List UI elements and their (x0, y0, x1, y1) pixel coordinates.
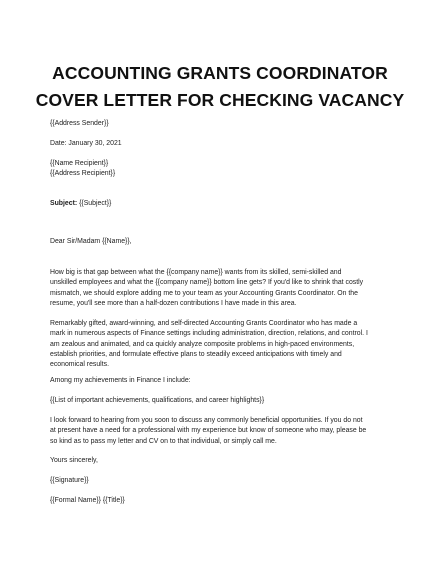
achievements-list-block (50, 396, 390, 406)
signature-block (50, 476, 390, 486)
paragraph-line: mismatch, we should explore adding me to your team as your Accounting Grants Coordinator. On the (50, 289, 358, 297)
paragraph-line: so kind as to pass my letter and CV on to that individual, or simply call me. (50, 437, 277, 445)
paragraph-line: mark in numerous aspects of Finance settings including administration, direction, relations, and control. I (50, 330, 368, 338)
page-title (20, 60, 420, 114)
achievements-intro: Among my achievements in Finance I include: (50, 377, 191, 384)
address-recipient: {{Address Recipient}} (50, 170, 116, 178)
salutation-block (50, 237, 390, 247)
subject-block (50, 199, 390, 209)
address-sender: {{Address Sender}} (50, 120, 109, 127)
paragraph-line: Remarkably gifted, award-winning, and self-directed Accounting Grants Coordinator who has made a (50, 320, 358, 327)
paragraph-line: unskilled employees and what the {{company name}} bottom line gets? If you'd like to shrink that costly (50, 279, 364, 287)
sender-block (50, 119, 390, 129)
subject-value: {{Subject}} (77, 200, 112, 207)
paragraph-line: establish priorities, and formulate effective plans to steadily exceed anticipations with timely and (50, 350, 342, 358)
subject-line (50, 199, 390, 209)
letter-date: Date: January 30, 2021 (50, 140, 122, 147)
signature: {{Signature}} (50, 477, 89, 484)
paragraph-2 (50, 319, 390, 370)
name-recipient: {{Name Recipient}} (50, 160, 109, 167)
title-line-2: COVER LETTER FOR CHECKING VACANCY (35, 90, 405, 110)
paragraph-3 (50, 416, 390, 447)
recipient-block (50, 159, 390, 180)
achievements-list: {{List of important achievements, qualifications, and career highlights}} (50, 397, 265, 404)
closing: Yours sincerely, (50, 457, 98, 464)
paragraph-line: economical results. (50, 361, 109, 369)
paragraph-line: How big is that gap between what the {{company name}} wants from its skilled, semi-skilled and (50, 269, 342, 276)
paragraph-1 (50, 268, 390, 309)
formal-name-block (50, 496, 390, 506)
paragraph-line: at present have a need for a professional with my experience but know of someone who may, please be (50, 427, 367, 435)
paragraph-line: I look forward to hearing from you soon to discuss any commonly beneficial opportunities. If you do not (50, 417, 363, 424)
formal-name: {{Formal Name}} {{Title}} (50, 497, 125, 504)
subject-label: Subject: (50, 200, 78, 207)
achievements-intro-block (50, 376, 390, 386)
paragraph-line: resume, you'll see more than a half-dozen contributions I have made in this area. (50, 299, 297, 307)
paragraph-line: am zealous and animated, and ca quickly analyze composite problems in high-paced environments, (50, 340, 355, 348)
date-block (50, 139, 390, 149)
title-line-1: ACCOUNTING GRANTS COORDINATOR (52, 63, 388, 83)
salutation: Dear Sir/Madam {{Name}}, (50, 238, 132, 245)
closing-block (50, 456, 390, 466)
